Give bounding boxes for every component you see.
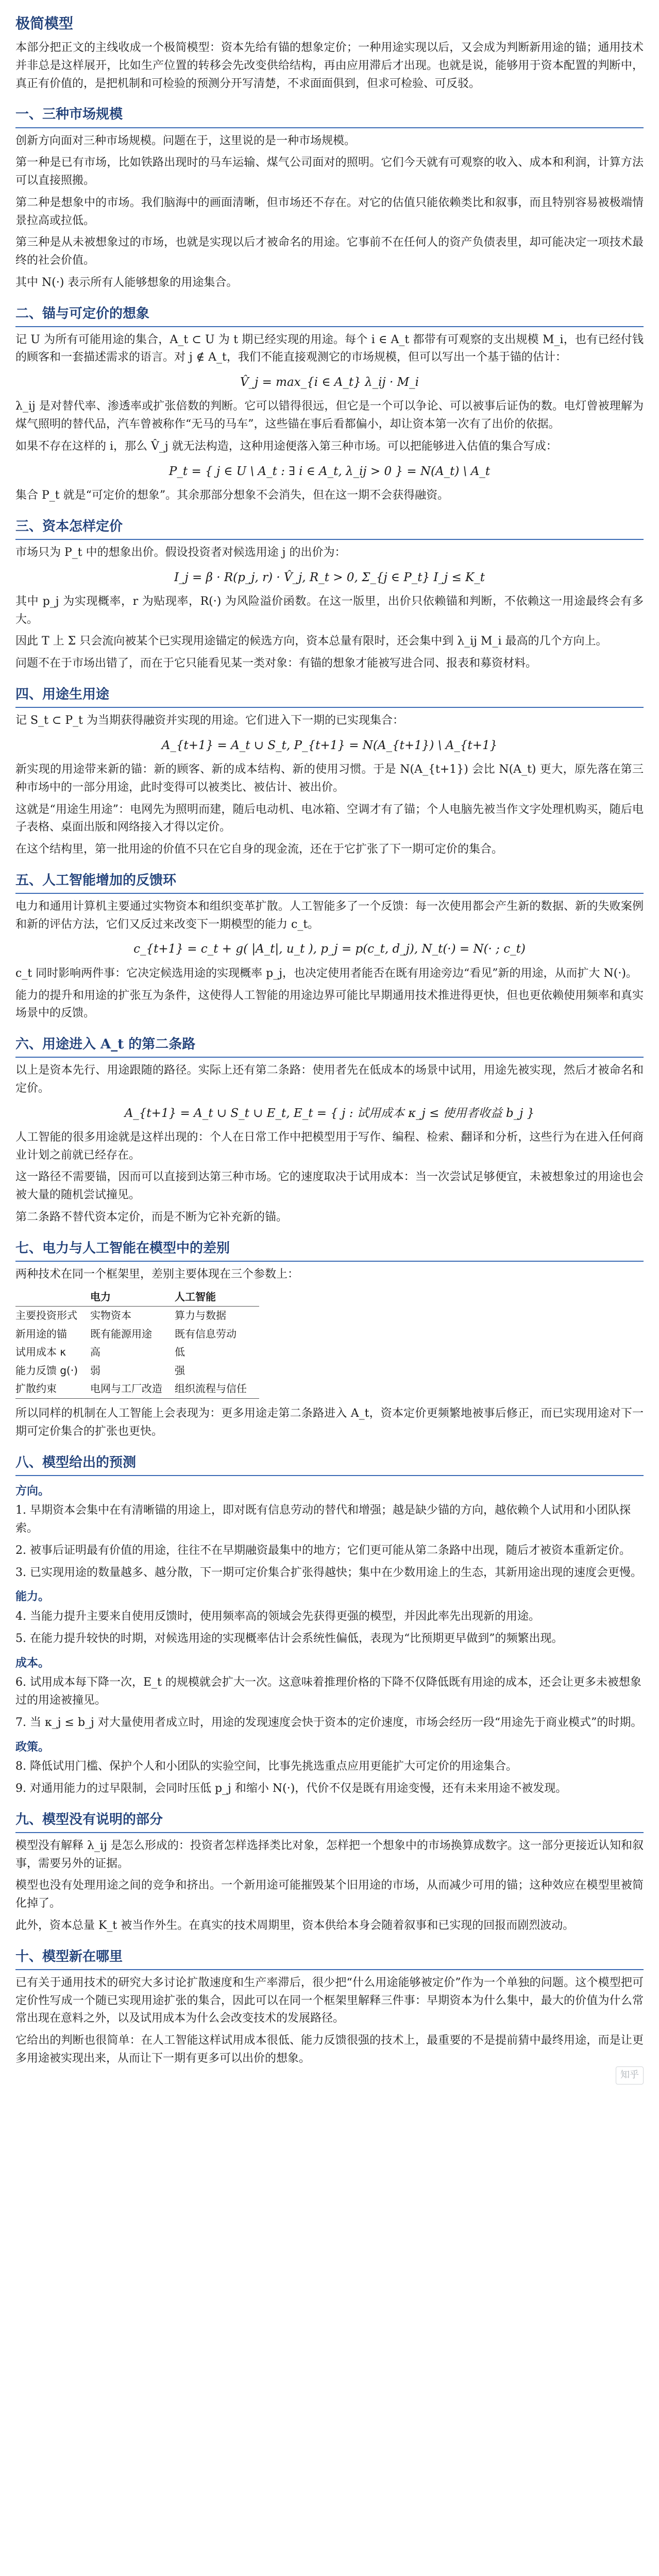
- section-4: [15, 684, 644, 859]
- table-cell: 主要投资形式: [15, 1309, 77, 1322]
- section-heading: 一、三种市场规模: [15, 104, 644, 128]
- table-row: [15, 1307, 259, 1325]
- section-10: [15, 1946, 644, 2068]
- page-title: 极简模型: [15, 15, 74, 32]
- section-7: [15, 1238, 644, 1441]
- paragraph: 以上是资本先行、用途跟随的路径。实际上还有第二条路：使用者先在低成本的场景中试用，用途先被实现，然后才被命名和定价。: [15, 1064, 644, 1095]
- paragraph: 其中 N(·) 表示所有人能够想象的用途集合。: [15, 276, 238, 289]
- paragraph: c_t 同时影响两件事：它决定候选用途的实现概率 p_j，也决定使用者能否在既有用途旁边“看见”新的用途，从而扩大 N(·)。: [15, 967, 637, 980]
- section-6: [15, 1034, 644, 1227]
- numbered-prediction: 1. 早期资本会集中在有清晰锚的用途上，即对既有信息劳动的替代和增强；越是缺少锚的方向，越依赖个人试用和小团队探索。: [15, 1504, 631, 1535]
- subsection-label: 能力。: [15, 1590, 50, 1604]
- section-heading: 九、模型没有说明的部分: [15, 1809, 644, 1833]
- numbered-prediction: 8. 降低试用门槛、保护个人和小团队的实验空间，比事先挑选重点应用更能扩大可定价的用途集合。: [15, 1760, 517, 1773]
- paragraph: 人工智能的很多用途就是这样出现的：个人在日常工作中把模型用于写作、编程、检索、翻译和分析，这些行为在进入任何商业计划之前就已经存在。: [15, 1130, 644, 1162]
- paragraph: 所以同样的机制在人工智能上会表现为：更多用途走第二条路进入 A_t，资本定价更频繁地被事后修正，而已实现用途对下一期可定价集合的扩张也更快。: [15, 1407, 644, 1438]
- paragraph: 新实现的用途带来新的锚：新的顾客、新的成本结构、新的使用习惯。于是 N(A_{t+1}) 会比 N(A_t) 更大，原先落在第三种市场中的一部分用途，此时变得可以被类比、被估计、被出价。: [15, 763, 644, 794]
- equation: c_{t+1} = c_t + g( |A_t|, u_t ), p_j = p(c_t, d_j), N_t(·) = N(· ; c_t): [133, 942, 526, 956]
- section-heading: 四、用途生用途: [15, 684, 644, 708]
- intro-paragraph: 本部分把正文的主线收成一个极简模型：资本先给有锚的想象定价；一种用途实现以后，又会成为判断新用途的锚；通用技术并非总是这样展开，比如生产位置的转移会先改变供给结构，再由应用滞后才出现。也就是说，能够用于资本配置的判断中，真正有价值的，是把机制和可检验的预测分开写清楚，不求面面俱到，但求可检验、可反驳。: [15, 41, 644, 90]
- watermark-logo: 知乎: [616, 2066, 644, 2084]
- numbered-prediction: 7. 当 κ_j ≤ b_j 对大量使用者成立时，用途的发现速度会快于资本的定价速度，市场会经历一段“用途先于商业模式”的时期。: [15, 1716, 643, 1729]
- paragraph: 第二条路不替代资本定价，而是不断为它补充新的锚。: [15, 1210, 288, 1224]
- table-row: [15, 1362, 259, 1380]
- table-cell: 算力与数据: [175, 1309, 227, 1322]
- section-9: [15, 1809, 644, 1935]
- section-heading: 七、电力与人工智能在模型中的差别: [15, 1238, 644, 1262]
- paragraph: 它给出的判断也很简单：在人工智能这样试用成本很低、能力反馈很强的技术上，最重要的不是提前猜中最终用途，而是让更多用途被实现出来，从而让下一期有更多可以出价的想象。: [15, 2034, 644, 2065]
- table-header: 人工智能: [175, 1288, 259, 1307]
- numbered-prediction: 5. 在能力提升较快的时期，对候选用途的实现概率估计会系统性偏低，表现为“比预期更早做到”的频繁出现。: [15, 1632, 563, 1645]
- table-cell: 扩散约束: [15, 1380, 90, 1398]
- subsection-label: 政策。: [15, 1740, 50, 1754]
- paragraph: 此外，资本总量 K_t 被当作外生。在真实的技术周期里，资本供给本身会随着叙事和已实现的回报而剧烈波动。: [15, 1919, 574, 1932]
- table-cell: 低: [175, 1346, 185, 1359]
- table-row: [15, 1343, 259, 1362]
- numbered-prediction: 3. 已实现用途的数量越多、越分散，下一期可定价集合扩张得越快；集中在少数用途上的生态，其新用途出现的速度会更慢。: [15, 1566, 642, 1579]
- equation: A_{t+1} = A_t ∪ S_t, P_{t+1} = N(A_{t+1}) \ A_{t+1}: [161, 738, 498, 752]
- paragraph: 市场只为 P_t 中的想象出价。假设投资者对候选用途 j 的出价为：: [15, 546, 346, 559]
- section-2: [15, 303, 644, 505]
- section-heading: 十、模型新在哪里: [15, 1946, 644, 1970]
- paragraph: 创新方向面对三种市场规模。问题在于，这里说的是一种市场规模。: [15, 134, 356, 147]
- numbered-prediction: 2. 被事后证明最有价值的用途，往往不在早期融资最集中的地方；它们更可能从第二条路中出现，随后才被资本重新定价。: [15, 1544, 631, 1557]
- section-1: [15, 104, 644, 292]
- section-5: [15, 870, 644, 1023]
- paragraph: 如果不存在这样的 i，那么 V̂_j 就无法构造，这种用途便落入第三种市场。可以把能够进入估值的集合写成：: [15, 439, 557, 453]
- paragraph: 其中 p_j 为实现概率，r 为贴现率，R(·) 为风险溢价函数。在这一版里，出价只依赖锚和判断，不依赖这一用途最终会有多大。: [15, 595, 644, 626]
- table-cell: 能力反馈 g(·): [15, 1364, 78, 1377]
- subsection-label: 方向。: [15, 1484, 50, 1498]
- paragraph: 能力的提升和用途的扩张互为条件，这使得人工智能的用途边界可能比早期通用技术推进得更快，但也更依赖使用频率和真实场景中的反馈。: [15, 989, 644, 1020]
- paragraph: 在这个结构里，第一批用途的价值不只在它自身的现金流，还在于它扩张了下一期可定价的集合。: [15, 843, 503, 856]
- paragraph: λ_ij 是对替代率、渗透率或扩张倍数的判断。它可以错得很远，但它是一个可以争论、可以被事后证伪的数。电灯曾被理解为煤气照明的替代品，汽车曾被称作“无马的马车”，这些锚在事后看都偏小，却让资本第一次有了出价的依据。: [15, 400, 644, 431]
- section-heading: 六、用途进入 A_t 的第二条路: [15, 1034, 644, 1058]
- section-8: [15, 1452, 644, 1798]
- paragraph: 记 U 为所有可能用途的集合，A_t ⊂ U 为 t 期已经实现的用途。每个 i ∈ A_t 都带有可观察的支出规模 M_i，也有已经付钱的顾客和一套描述需求的语言。对 j ∉ A_t，我们不能直接观测它的市场规模，但可以写出一个基于锚的估计：: [15, 333, 644, 364]
- paragraph: 问题不在于市场出错了，而在于它只能看见某一类对象：有锚的想象才能被写进合同、报表和募资材料。: [15, 657, 537, 670]
- paragraph: 这就是“用途生用途”：电网先为照明而建，随后电动机、电冰箱、空调才有了锚；个人电脑先被当作文字处理机购买，随后电子表格、桌面出版和网络接入才得以定价。: [15, 803, 644, 834]
- table-cell: 既有能源用途: [90, 1327, 153, 1340]
- equation: I_j = β · R(p_j, r) · V̂_j, R_t > 0, Σ_{j ∈ P_t} I_j ≤ K_t: [174, 570, 485, 584]
- section-heading: 八、模型给出的预测: [15, 1452, 644, 1476]
- paragraph: 因此 T 上 Σ 只会流向被某个已实现用途锚定的候选方向，资本总量有限时，还会集中到 λ_ij M_i 最高的几个方向上。: [15, 635, 607, 648]
- table-cell: 组织流程与信任: [175, 1380, 259, 1398]
- table-cell: 电网与工厂改造: [90, 1380, 175, 1398]
- paragraph: 电力和通用计算机主要通过实物资本和组织变革扩散。人工智能多了一个反馈：每一次使用都会产生新的数据、新的失败案例和新的评估方法，它们又反过来改变下一期模型的能力 c_t。: [15, 900, 644, 931]
- paragraph: 记 S_t ⊂ P_t 为当期获得融资并实现的用途。它们进入下一期的已实现集合：: [15, 714, 404, 727]
- numbered-prediction: 6. 试用成本每下降一次，E_t 的规模就会扩大一次。这意味着推理价格的下降不仅降低既有用途的成本，还会让更多未被想象过的用途被撞见。: [15, 1676, 641, 1707]
- equation: A_{t+1} = A_t ∪ S_t ∪ E_t, E_t = { j : 试用成本 κ_j ≤ 使用者收益 b_j }: [124, 1106, 535, 1120]
- table-cell: 试用成本 κ: [15, 1346, 66, 1359]
- table-cell: 弱: [90, 1364, 101, 1377]
- paragraph: 这一路径不需要锚，因而可以直接到达第三种市场。它的速度取决于试用成本：当一次尝试足够便宜，未被想象过的用途也会被大量的随机尝试撞见。: [15, 1171, 644, 1202]
- section-heading: 三、资本怎样定价: [15, 516, 644, 540]
- table-cell: 既有信息劳动: [175, 1327, 237, 1340]
- section-3: [15, 516, 644, 673]
- table-cell: 新用途的锚: [15, 1327, 67, 1340]
- section-heading: 五、人工智能增加的反馈环: [15, 870, 644, 894]
- numbered-prediction: 9. 对通用能力的过早限制，会同时压低 p_j 和缩小 N(·)，代价不仅是既有用途变慢，还有未来用途不被发现。: [15, 1782, 567, 1795]
- paragraph: 已有关于通用技术的研究大多讨论扩散速度和生产率滞后，很少把“什么用途能够被定价”作为一个单独的问题。这个模型把可定价性写成一个随已实现用途扩张的集合，因此可以在同一个框架里解释三件事：早期资本为什么集中，最大的价值为什么常常出现在意料之外，以及试用成本为什么会改变技术的发展路径。: [15, 1976, 644, 2025]
- table-row: [15, 1325, 259, 1344]
- paragraph: 两种技术在同一个框架里，差别主要体现在三个参数上：: [15, 1267, 299, 1281]
- table-cell: 强: [175, 1364, 185, 1377]
- comparison-table: [15, 1288, 259, 1399]
- document-body: [15, 104, 644, 2067]
- table-row: [15, 1380, 259, 1398]
- paragraph: 集合 P_t 就是“可定价的想象”。其余那部分想象不会消失，但在这一期不会获得融资。: [15, 489, 449, 502]
- numbered-prediction: 4. 当能力提升主要来自使用反馈时，使用频率高的领域会先获得更强的模型，并因此率先出现新的用途。: [15, 1610, 540, 1623]
- table-header: [15, 1288, 90, 1307]
- paragraph: 模型没有解释 λ_ij 是怎么形成的：投资者怎样选择类比对象，怎样把一个想象中的市场换算成数字。这一部分更接近认知和叙事，需要另外的证据。: [15, 1839, 644, 1870]
- paragraph: 第一种是已有市场，比如铁路出现时的马车运输、煤气公司面对的照明。它们今天就有可观察的收入、成本和利润，计算方法可以直接照搬。: [15, 156, 644, 188]
- equation: V̂_j = max_{i ∈ A_t} λ_ij · M_i: [240, 376, 419, 389]
- paragraph: 模型也没有处理用途之间的竞争和挤出。一个新用途可能摧毁某个旧用途的市场，从而减少可用的锚；这种效应在模型里被简化掉了。: [15, 1879, 644, 1910]
- paragraph: 第二种是想象中的市场。我们脑海中的画面清晰，但市场还不存在。对它的估值只能依赖类比和叙事，而且特别容易被极端情景拉高或拉低。: [15, 196, 644, 227]
- paragraph: 第三种是从未被想象过的市场，也就是实现以后才被命名的用途。它事前不在任何人的资产负债表里，却可能决定一项技术最终的社会价值。: [15, 236, 644, 267]
- section-heading: 二、锚与可定价的想象: [15, 303, 644, 327]
- table-cell: 高: [90, 1346, 101, 1359]
- table-cell: 实物资本: [90, 1309, 132, 1322]
- equation: P_t = { j ∈ U \ A_t : ∃ i ∈ A_t, λ_ij > 0 } = N(A_t) \ A_t: [168, 464, 491, 478]
- table-header: 电力: [90, 1288, 175, 1307]
- subsection-label: 成本。: [15, 1656, 50, 1670]
